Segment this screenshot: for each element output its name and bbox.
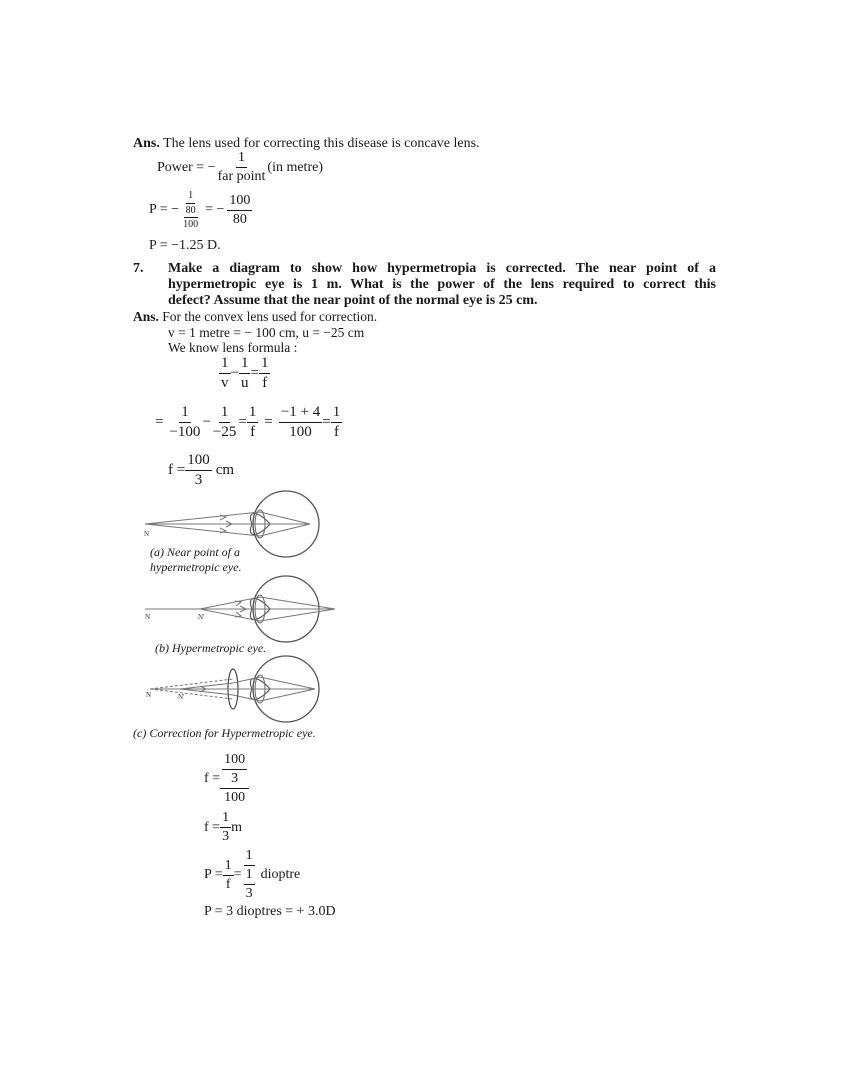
label-n: N bbox=[144, 530, 150, 538]
f1-fraction bbox=[220, 752, 249, 806]
frac-1-f bbox=[259, 355, 271, 393]
f1-num-top: 100 bbox=[222, 752, 247, 770]
num: 100 bbox=[185, 452, 212, 471]
p-inner-den: 100 bbox=[183, 219, 199, 230]
p-compound-fraction bbox=[242, 848, 257, 902]
caption-c: (c) Correction for Hypermetropic eye. bbox=[133, 726, 316, 740]
question-line-2: hypermetropic eye is 1 m. What is the power of the lens required to correct this bbox=[168, 277, 716, 292]
diagram-correction-hypermetropic bbox=[140, 655, 340, 723]
den: −25 bbox=[212, 424, 237, 441]
num: 1 bbox=[247, 404, 259, 423]
minus-sign: − bbox=[202, 414, 211, 431]
f2-lhs: f = bbox=[204, 819, 221, 835]
den: v bbox=[221, 375, 229, 392]
frac-1-f bbox=[331, 404, 343, 442]
p-num2: 100 bbox=[227, 193, 252, 211]
f-lhs: f = bbox=[168, 462, 186, 479]
f2-unit: m bbox=[231, 819, 242, 835]
caption-a-line2: hypermetropic eye. bbox=[150, 560, 242, 574]
ray-upper bbox=[145, 512, 260, 524]
num: 1 bbox=[219, 355, 231, 374]
equals-sign: = bbox=[250, 365, 259, 382]
ray-upper bbox=[180, 683, 233, 689]
p-fraction bbox=[223, 858, 234, 893]
f2-num: 1 bbox=[220, 810, 231, 828]
answer-label: Ans. bbox=[133, 136, 160, 151]
p-inner-fraction bbox=[242, 866, 257, 902]
num: 1 bbox=[331, 404, 343, 423]
equals-sign: = bbox=[264, 414, 273, 431]
lens-formula bbox=[219, 355, 270, 393]
given-values: v = 1 metre = − 100 cm, u = −25 cm bbox=[168, 325, 365, 340]
p-lhs: P = − bbox=[149, 202, 180, 218]
label-n-prime: N' bbox=[198, 613, 205, 621]
f1-inner-fraction bbox=[220, 752, 249, 789]
f-unit: cm bbox=[215, 462, 235, 479]
substitution-formula bbox=[155, 404, 342, 442]
question-line-3: defect? Assume that the near point of the normal eye is 25 cm. bbox=[168, 293, 538, 308]
equals-sign: = bbox=[322, 414, 331, 431]
p-frac-num: 1 bbox=[186, 190, 195, 204]
ray-lower bbox=[145, 524, 260, 536]
frac-sum bbox=[279, 404, 322, 442]
p-eq: = − bbox=[205, 202, 225, 218]
label-n: N bbox=[145, 613, 151, 621]
p-lhs: P = bbox=[204, 867, 223, 883]
f2-fraction bbox=[220, 810, 231, 845]
power-den: far point bbox=[217, 169, 266, 185]
p-num2: 1 bbox=[244, 848, 255, 866]
p-num: 1 bbox=[223, 858, 234, 876]
f2-den: 3 bbox=[222, 829, 230, 845]
equals-sign: = bbox=[155, 414, 164, 431]
den: −100 bbox=[169, 424, 201, 441]
den: f bbox=[262, 375, 268, 392]
caption-b: (b) Hypermetropic eye. bbox=[155, 641, 267, 655]
power-unit: (in metre) bbox=[267, 159, 323, 175]
p-den: f bbox=[225, 876, 231, 892]
caption-a-line1: (a) Near point of a bbox=[150, 545, 240, 559]
q7-answer-line bbox=[133, 309, 377, 325]
power-lhs: Power = − bbox=[157, 159, 216, 175]
formula-intro: We know lens formula : bbox=[168, 340, 298, 355]
ray-upper-refracted bbox=[260, 512, 310, 524]
p-fraction-2 bbox=[227, 193, 252, 228]
p-inner-num: 80 bbox=[184, 205, 198, 219]
minus-sign: − bbox=[230, 365, 239, 382]
f-in-metre-line bbox=[204, 810, 242, 845]
frac-1-u bbox=[239, 355, 251, 393]
ray-lower-refracted bbox=[260, 524, 310, 536]
frac-1-m25 bbox=[211, 404, 238, 442]
p-inner-num: 1 bbox=[244, 867, 255, 885]
question-number: 7. bbox=[133, 261, 144, 276]
num: 1 bbox=[239, 355, 251, 374]
diagram-hypermetropic-eye bbox=[140, 575, 340, 643]
num: 1 bbox=[219, 404, 231, 423]
num: 1 bbox=[259, 355, 271, 374]
den: f bbox=[333, 424, 339, 441]
den: f bbox=[250, 424, 256, 441]
num: 1 bbox=[179, 404, 191, 423]
power-num: 1 bbox=[236, 150, 247, 168]
answer-intro: The lens used for correcting this disease is concave lens. bbox=[163, 136, 480, 151]
p-result: P = −1.25 D. bbox=[149, 238, 221, 253]
ray-upper-refracted bbox=[260, 597, 335, 609]
den: 3 bbox=[194, 472, 203, 489]
f1-num-bottom: 3 bbox=[231, 771, 239, 787]
label-n: N bbox=[146, 691, 152, 699]
frac-1-v bbox=[219, 355, 231, 393]
den: 100 bbox=[289, 424, 312, 441]
label-n-prime: N' bbox=[178, 693, 185, 701]
answer-label: Ans. bbox=[133, 309, 159, 324]
p-calculation bbox=[149, 190, 252, 231]
p-unit: dioptre bbox=[260, 867, 301, 883]
power-fraction bbox=[216, 150, 268, 185]
power-formula bbox=[157, 150, 323, 185]
p-eq: = bbox=[233, 867, 242, 883]
f-compound-fraction-line bbox=[204, 752, 249, 806]
focal-length-result bbox=[168, 452, 234, 490]
p-inner-den: 3 bbox=[245, 886, 253, 902]
frac-1-m100 bbox=[167, 404, 202, 442]
f1-den: 100 bbox=[224, 790, 246, 806]
num: −1 + 4 bbox=[279, 404, 322, 423]
final-power-result: P = 3 dioptres = + 3.0D bbox=[204, 904, 336, 919]
equals-sign: = bbox=[238, 414, 247, 431]
f-fraction bbox=[185, 452, 212, 490]
ray-lower bbox=[180, 689, 233, 695]
power-calculation-line bbox=[204, 848, 300, 902]
frac-1-f bbox=[247, 404, 259, 442]
p-compound-fraction bbox=[179, 190, 202, 231]
p-inner-fraction bbox=[179, 204, 202, 231]
ray-lower-refracted bbox=[260, 609, 335, 621]
f1-lhs: f = bbox=[204, 771, 221, 787]
question-line-1: Make a diagram to show how hypermetropia is corrected. The near point of a bbox=[168, 261, 716, 276]
answer-intro: For the convex lens used for correction. bbox=[162, 309, 378, 324]
p-den2: 80 bbox=[232, 211, 247, 227]
den: u bbox=[240, 375, 249, 392]
